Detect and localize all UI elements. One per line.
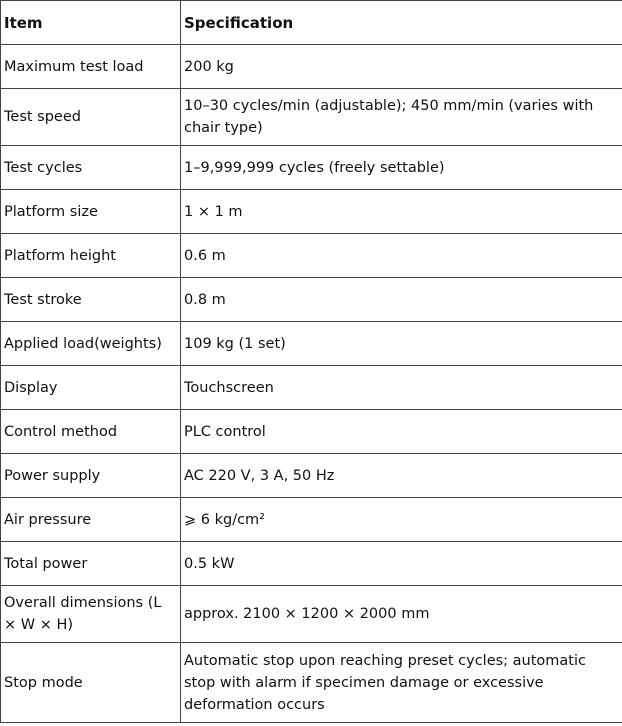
spec-cell: AC 220 V, 3 A, 50 Hz (181, 454, 622, 498)
item-cell: Test speed (1, 89, 181, 146)
item-cell: Platform size (1, 190, 181, 234)
table-row (1, 322, 622, 366)
item-cell: Total power (1, 542, 181, 586)
item-cell: Power supply (1, 454, 181, 498)
spec-cell: 109 kg (1 set) (181, 322, 622, 366)
spec-cell: Touchscreen (181, 366, 622, 410)
spec-cell: 0.8 m (181, 278, 622, 322)
item-cell: Test cycles (1, 146, 181, 190)
item-cell: Overall dimensions (L × W × H) (1, 586, 181, 643)
table-row (1, 89, 622, 146)
table-row (1, 643, 622, 723)
spec-cell: ⩾ 6 kg/cm² (181, 498, 622, 542)
spec-cell: 0.5 kW (181, 542, 622, 586)
item-cell: Applied load(weights) (1, 322, 181, 366)
header-item: Item (1, 1, 181, 45)
item-cell: Platform height (1, 234, 181, 278)
spec-cell: 1–9,999,999 cycles (freely settable) (181, 146, 622, 190)
item-cell: Maximum test load (1, 45, 181, 89)
table-row (1, 410, 622, 454)
spec-cell: 10–30 cycles/min (adjustable); 450 mm/min (varies with chair type) (181, 89, 622, 146)
table-header-row (1, 1, 622, 45)
table-row (1, 45, 622, 89)
item-cell: Display (1, 366, 181, 410)
spec-cell: 1 × 1 m (181, 190, 622, 234)
item-cell: Air pressure (1, 498, 181, 542)
item-cell: Test stroke (1, 278, 181, 322)
spec-cell: approx. 2100 × 1200 × 2000 mm (181, 586, 622, 643)
table-row (1, 366, 622, 410)
table-row (1, 542, 622, 586)
table-row (1, 586, 622, 643)
spec-cell: 200 kg (181, 45, 622, 89)
spec-cell: PLC control (181, 410, 622, 454)
item-cell: Control method (1, 410, 181, 454)
spec-cell: Automatic stop upon reaching preset cycles; automatic stop with alarm if specimen damage or excessive deformation occurs (181, 643, 622, 723)
table-row (1, 454, 622, 498)
spec-cell: 0.6 m (181, 234, 622, 278)
table-row (1, 190, 622, 234)
table-row (1, 278, 622, 322)
header-specification: Specification (181, 1, 622, 45)
item-cell: Stop mode (1, 643, 181, 723)
table-row (1, 146, 622, 190)
table-row (1, 498, 622, 542)
table-row (1, 234, 622, 278)
